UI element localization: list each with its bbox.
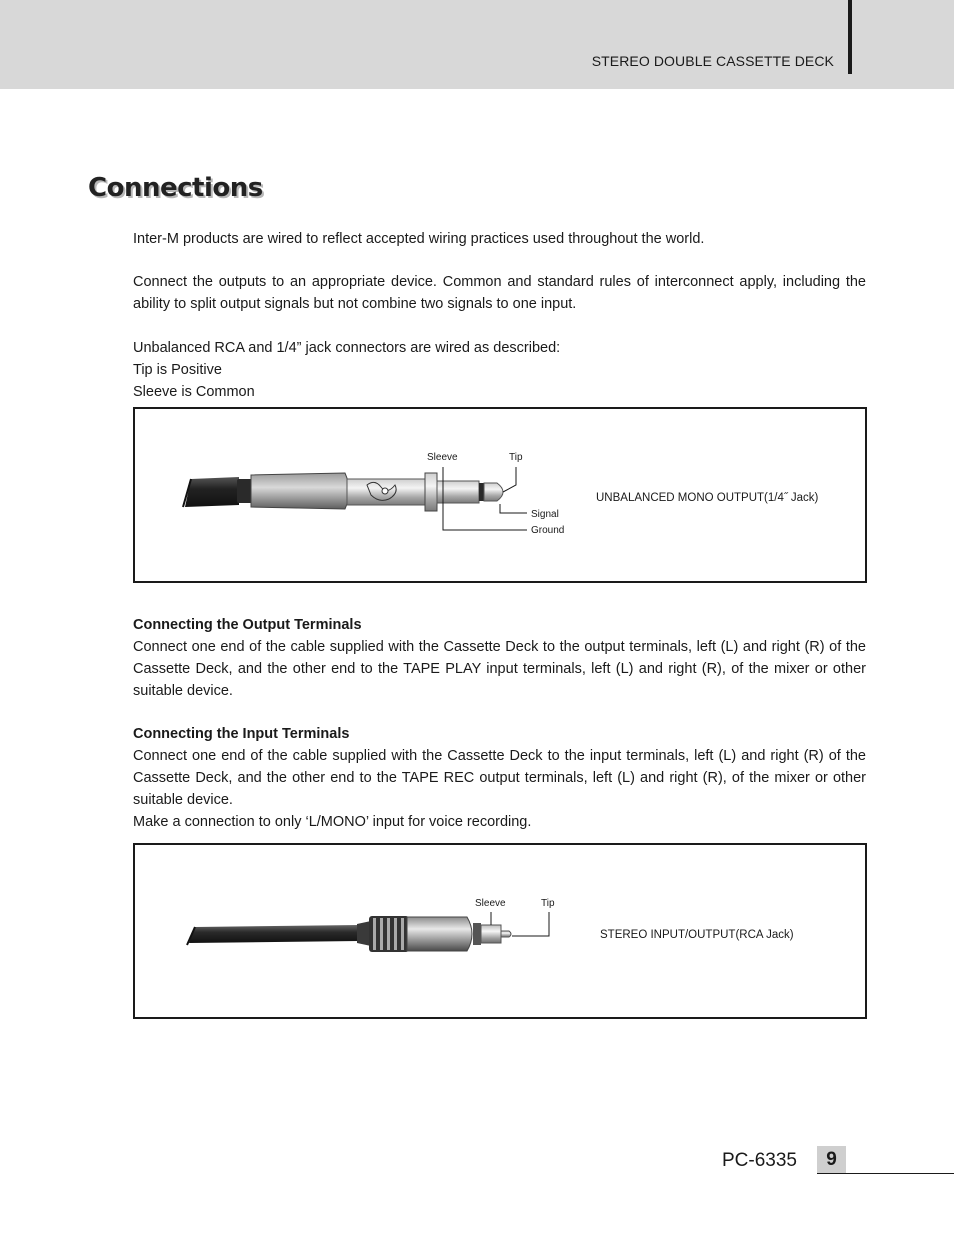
quarter-inch-jack-illustration <box>135 409 865 581</box>
rca-sleeve-label: Sleeve <box>475 898 506 909</box>
header-title: STEREO DOUBLE CASSETTE DECK <box>591 53 834 69</box>
rca-caption: STEREO INPUT/OUTPUT(RCA Jack) <box>600 929 794 941</box>
page-title: Connections <box>88 173 263 203</box>
input-section <box>133 723 866 833</box>
output-section <box>133 614 866 702</box>
rca-figure-box <box>133 843 867 1019</box>
intro-paragraph-3 <box>133 337 866 403</box>
rca-neck-shape <box>473 923 481 945</box>
output-heading: Connecting the Output Terminals <box>133 617 362 633</box>
rca-cable-shape <box>189 925 359 943</box>
jack-caption: UNBALANCED MONO OUTPUT(1/4˝ Jack) <box>596 492 819 504</box>
footer-model: PC-6335 <box>722 1150 797 1171</box>
input-note: Make a connection to only ‘L/MONO’ input for voice recording. <box>133 814 532 830</box>
tip-label: Tip <box>509 452 523 463</box>
signal-label: Signal <box>531 509 559 520</box>
rca-tip-label: Tip <box>541 898 555 909</box>
tip-rule: Tip is Positive <box>133 362 222 378</box>
rca-tip-leader-line <box>512 912 549 936</box>
output-text: Connect one end of the cable supplied with the Cassette Deck to the output terminals, left (L) and right (R) of the Cassette Deck, and the other end to the TAPE PLAY input terminals, left (L) and right (R), of the mixer or other suitable device. <box>133 639 866 699</box>
rca-pin-shape <box>501 931 511 937</box>
footer-rule <box>817 1173 954 1174</box>
cable-shape <box>185 477 239 507</box>
input-heading: Connecting the Input Terminals <box>133 726 350 742</box>
sleeve-label: Sleeve <box>427 452 458 463</box>
page-number: 9 <box>817 1146 846 1173</box>
input-text: Connect one end of the cable supplied with the Cassette Deck to the input terminals, left (L) and right (R) of the Cassette Deck, and the other end to the TAPE REC output terminals, left (L) and right (R), of the mixer or other suitable device. <box>133 748 866 808</box>
rca-jack-illustration <box>135 845 865 1017</box>
rca-sleeve-shape <box>481 925 501 943</box>
sleeve-rule: Sleeve is Common <box>133 384 255 400</box>
plug-flange-shape <box>425 473 437 511</box>
signal-leader-line <box>500 504 527 513</box>
intro-paragraph-1: Inter-M products are wired to reflect accepted wiring practices used throughout the world. <box>133 231 705 247</box>
rca-strain-relief-shape <box>357 921 371 946</box>
tip-leader-line <box>503 467 516 492</box>
intro-paragraph-2: Connect the outputs to an appropriate device. Common and standard rules of interconnect apply, including the ability to split output signals but not combine two signals to one input. <box>133 274 866 312</box>
solder-point-shape <box>382 488 388 494</box>
header-band <box>0 0 954 89</box>
wiring-description: Unbalanced RCA and 1/4” jack connectors are wired as described: <box>133 340 561 356</box>
ground-label: Ground <box>531 525 565 536</box>
tip-shape <box>484 483 503 501</box>
rca-body-shape <box>407 917 472 951</box>
header-divider <box>848 0 852 74</box>
plug-grip-shape <box>251 473 349 509</box>
jack-figure-box <box>133 407 867 583</box>
insulator-ring-shape <box>479 483 484 501</box>
